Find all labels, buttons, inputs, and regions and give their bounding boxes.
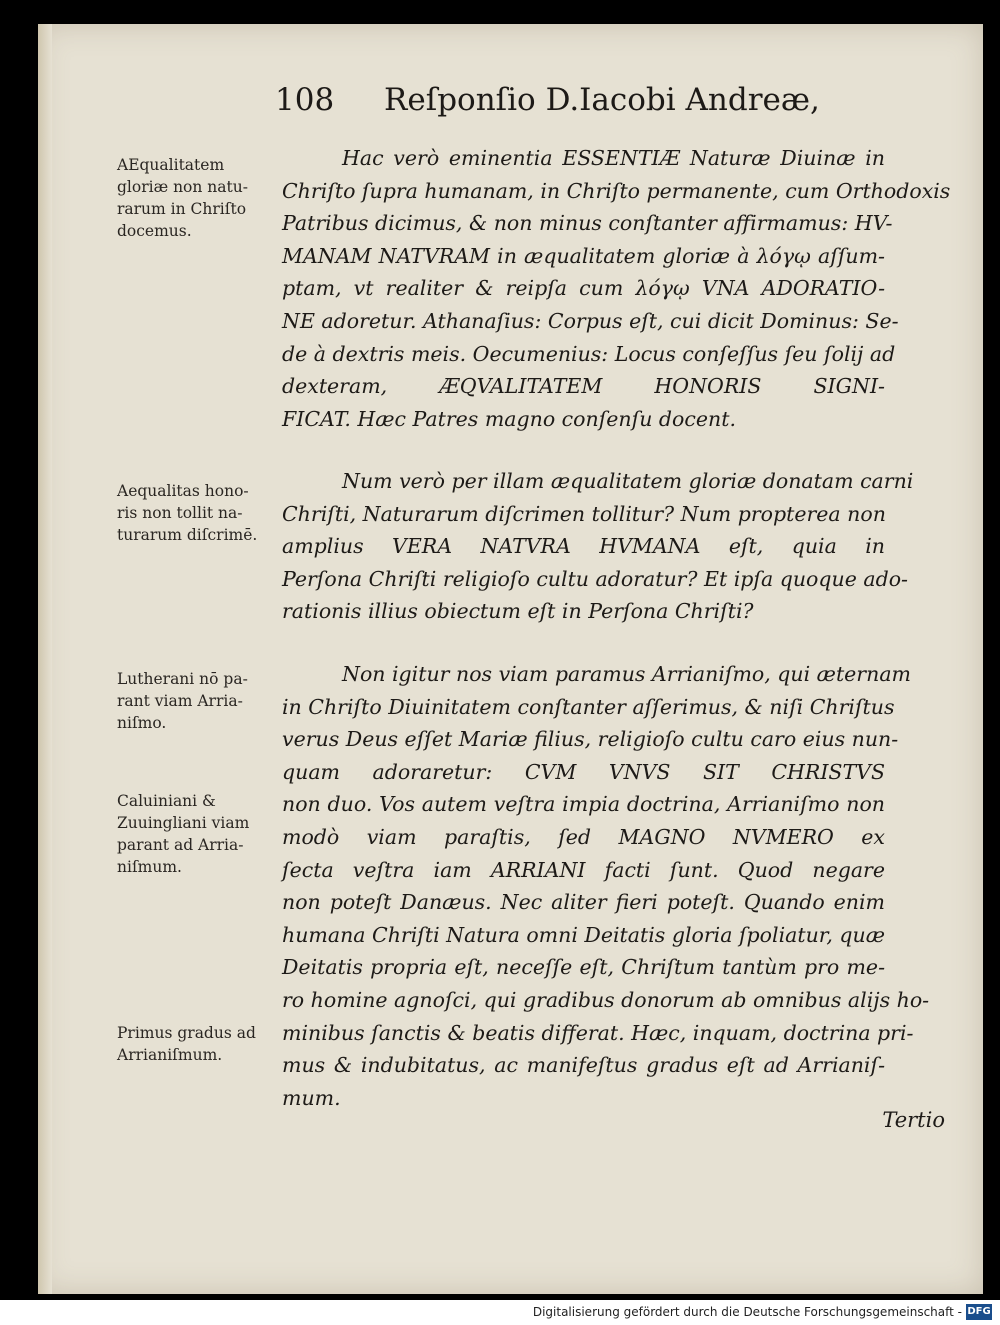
note-line: niſmum. xyxy=(117,858,182,876)
note-line: parant ad Arria- xyxy=(117,836,244,854)
text-line: mum. xyxy=(282,1085,341,1110)
text-line: quam adoraretur: CVM VNVS SIT CHRISTVS xyxy=(282,759,885,784)
note-line: docemus. xyxy=(117,222,192,240)
text-line: modò viam paraſtis, ſed MAGNO NVMERO ex xyxy=(282,824,885,849)
note-line: Aequalitas hono- xyxy=(117,482,249,500)
digitization-footer xyxy=(0,1300,1000,1325)
note-line: Lutherani nō pa- xyxy=(117,670,248,688)
text-line: NE adoretur. Athanaſius: Corpus eſt, cui dicit Dominus: Se- xyxy=(282,308,899,333)
text-line: ro homine agnoſci, qui gradibus donorum ab omnibus alijs ho- xyxy=(282,987,930,1012)
page-number: 108 xyxy=(275,82,335,118)
text-line: mus & indubitatus, ac manifeſtus gradus eſt ad Arrianiſ- xyxy=(282,1053,885,1078)
running-title: Reſponſio D.Iacobi Andreæ, xyxy=(384,82,820,118)
text-line: non duo. Vos autem veſtra impia doctrina, Arrianiſmo non xyxy=(282,792,885,817)
marginal-note xyxy=(117,668,307,734)
text-line: Deitatis propria eſt, neceſſe eſt, Chriſtum tantùm pro me- xyxy=(282,955,885,980)
text-line: Patribus dicimus, & non minus conſtanter affirmamus: HV- xyxy=(282,211,893,236)
text-line: Chriſto ſupra humanam, in Chriſto permanente, cum Orthodoxis xyxy=(282,178,951,203)
page-header xyxy=(275,82,820,118)
paragraph xyxy=(282,658,930,1114)
marginal-note xyxy=(117,480,307,546)
text-line: ſecta veſtra iam ARRIANI facti ſunt. Quod negare xyxy=(282,857,885,882)
text-line: dexteram, ÆQVALITATEM HONORIS SIGNI- xyxy=(282,374,885,399)
text-line: non poteſt Danæus. Nec aliter fieri poteſt. Quando enim xyxy=(282,890,885,915)
note-line: rarum in Chriſto xyxy=(117,200,247,218)
text-line: FICAT. Hæc Patres magno conſenſu docent. xyxy=(282,406,736,431)
note-line: Zuuingliani viam xyxy=(117,814,250,832)
paragraph xyxy=(282,465,914,628)
marginal-note xyxy=(117,1022,307,1066)
text-line: in Chriſto Diuinitatem conſtanter aſſerimus, & niſi Chriſtus xyxy=(282,694,895,719)
note-line: rant viam Arria- xyxy=(117,692,243,710)
text-line: Chriſti, Naturarum diſcrimen tollitur? Num propterea non xyxy=(282,501,886,526)
footer-credit: Digitalisierung gefördert durch die Deutsche Forschungsgemeinschaft - xyxy=(532,1305,962,1319)
text-line: Non igitur nos viam paramus Arrianiſmo, qui æternam xyxy=(342,662,911,686)
text-line: Perſona Chriſti religioſo cultu adoratur? Et ipſa quoque ado- xyxy=(282,566,908,591)
text-line: amplius VERA NATVRA HVMANA eſt, quia in xyxy=(282,534,885,559)
note-line: ris non tollit na- xyxy=(117,504,243,522)
note-line: niſmo. xyxy=(117,714,167,732)
text-line: Hac verò eminentia ESSENTIÆ Naturæ Diuinæ in xyxy=(342,146,885,170)
text-line: de à dextris meis. Oecumenius: Locus conſeſſus ſeu ſolij ad xyxy=(282,341,896,366)
note-line: Caluiniani & xyxy=(117,792,216,810)
marginal-note xyxy=(117,154,307,242)
note-line: Arrianiſmum. xyxy=(117,1046,223,1064)
paragraph xyxy=(282,142,951,435)
marginal-note xyxy=(117,790,307,878)
text-line: MANAM NATVRAM in æqualitatem gloriæ à λόγῳ aſſum- xyxy=(282,243,885,268)
text-line: rationis illius obiectum eſt in Perſona Chriſti? xyxy=(282,599,754,624)
text-line: Num verò per illam æqualitatem gloriæ donatam carni xyxy=(342,469,914,493)
dfg-logo: DFG xyxy=(966,1304,992,1320)
note-line: turarum diſcrimē. xyxy=(117,526,258,544)
text-line: humana Chriſti Natura omni Deitatis gloria ſpoliatur, quæ xyxy=(282,922,885,947)
text-line: minibus ſanctis & beatis differat. Hæc, inquam, doctrina pri- xyxy=(282,1020,914,1045)
note-line: AEqualitatem xyxy=(117,156,225,174)
note-line: Primus gradus ad xyxy=(117,1024,256,1042)
text-line: verus Deus eſſet Mariæ filius, religioſo cultu caro eius nun- xyxy=(282,727,899,752)
text-line: ptam, vt realiter & reipſa cum λόγῳ VNA ADORATIO- xyxy=(282,276,885,301)
note-line: gloriæ non natu- xyxy=(117,178,248,196)
catchword: Tertio xyxy=(882,1108,945,1132)
